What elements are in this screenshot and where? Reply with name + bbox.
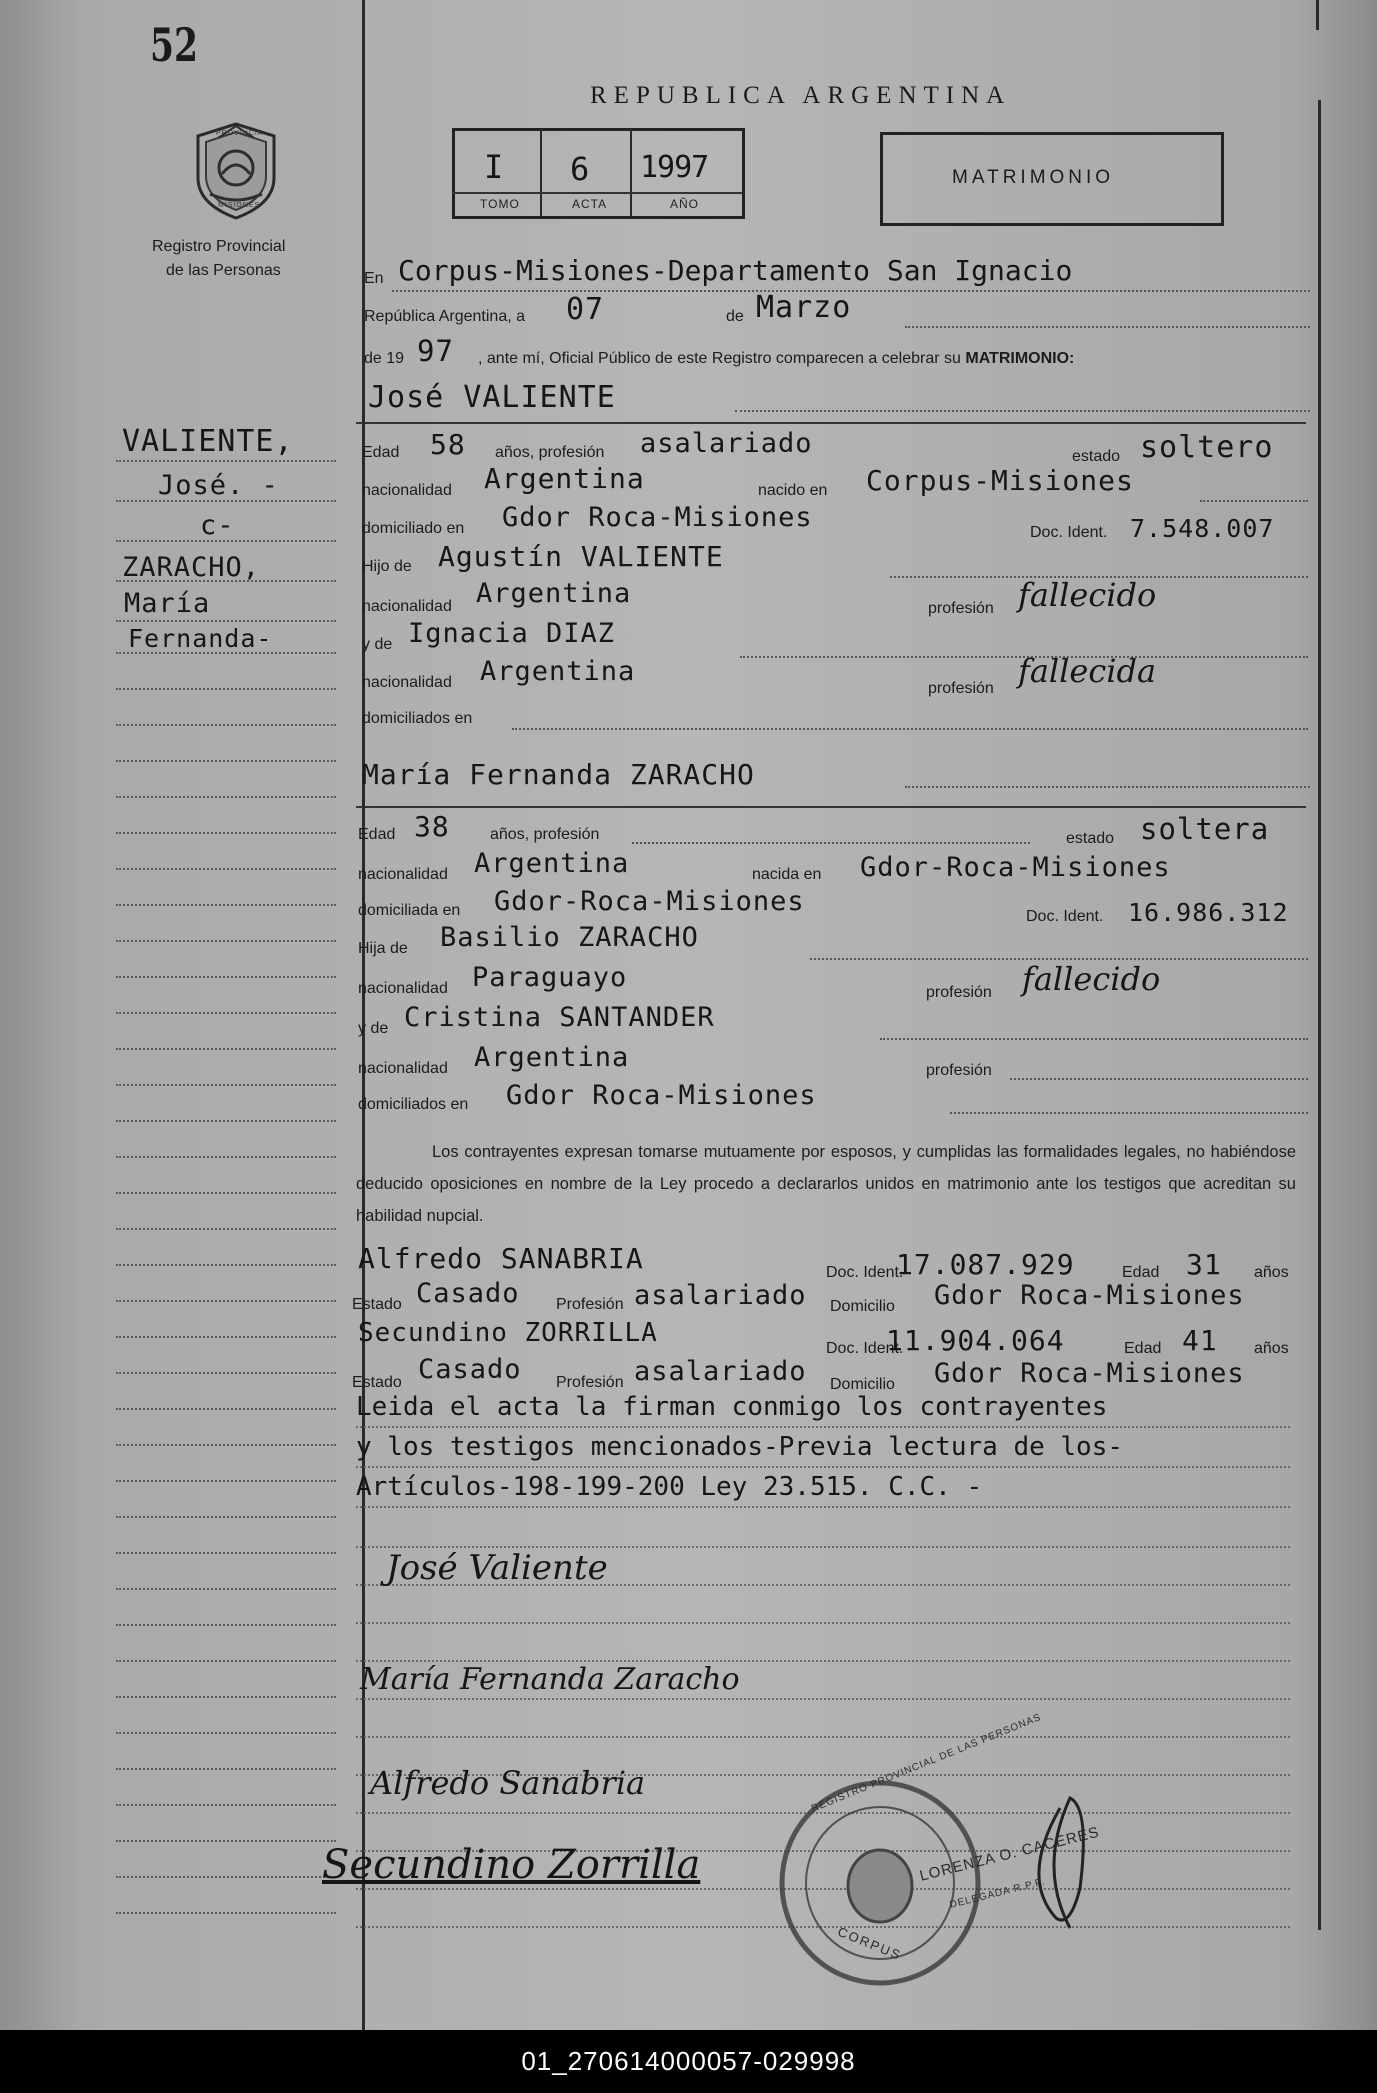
margin-rule (116, 1300, 336, 1302)
groom-father-nationality: Argentina (476, 578, 632, 609)
margin-rule (116, 1408, 336, 1410)
body-rule (356, 1466, 1290, 1468)
closing-line: Artículos-198-199-200 Ley 23.515. C.C. - (356, 1472, 983, 1502)
bride-anos-label: años, profesión (490, 826, 600, 843)
groom-mother-profession: fallecida (1018, 652, 1157, 690)
witness-1-name: Alfredo SANABRIA (358, 1242, 644, 1275)
bride-name: María Fernanda ZARACHO (362, 758, 755, 791)
margin-rule (116, 1732, 336, 1734)
bride-mother-label: y de (358, 1020, 389, 1037)
de19-label: de 19 (364, 350, 405, 367)
margin-rule (116, 1084, 336, 1086)
intro-text-body: , ante mí, Oficial Público de este Registro comparecen a celebrar su (478, 350, 961, 367)
record-table-label-rule (452, 192, 742, 194)
body-rule (356, 1736, 1290, 1738)
groom-parents-dom-label: domiciliados en (362, 710, 473, 727)
margin-rule (116, 1768, 336, 1770)
groom-name: José VALIENTE (368, 380, 616, 415)
margin-note-line: María (124, 588, 211, 619)
year: 97 (417, 334, 454, 368)
groom-edad-label: Edad (362, 444, 400, 461)
groom-birthplace: Corpus-Misiones (866, 464, 1134, 497)
acta-value: 6 (570, 150, 591, 188)
entry-rule (880, 1038, 1308, 1040)
bride-parents-dom-label: domiciliados en (358, 1096, 469, 1113)
margin-rule (116, 1660, 336, 1662)
groom-mother-label: y de (362, 636, 393, 653)
stamp-inner-sub: DELEGADA R.P.P. (948, 1876, 1047, 1911)
groom-mother: Ignacia DIAZ (408, 618, 616, 649)
body-rule (356, 1698, 1290, 1700)
groom-doc-label: Doc. Ident. (1030, 524, 1108, 541)
intro-text (478, 350, 1074, 368)
de-label: de (726, 308, 744, 325)
bride-mother-prof-label: profesión (926, 1062, 992, 1079)
groom-age: 58 (430, 428, 466, 461)
groom-father-prof-label: profesión (928, 600, 994, 617)
bride-doc-label: Doc. Ident. (1026, 908, 1104, 925)
witness-2-name: Secundino ZORRILLA (358, 1318, 658, 1348)
right-edge-rule (1318, 100, 1321, 1930)
margin-note-line: VALIENTE, (122, 424, 294, 459)
witness-1-profession: asalariado (634, 1280, 807, 1311)
groom-father: Agustín VALIENTE (438, 540, 724, 573)
bride-father-nat-label: nacionalidad (358, 980, 448, 997)
margin-rule (116, 1372, 336, 1374)
margin-rule (116, 1156, 336, 1158)
bride-mother: Cristina SANTANDER (404, 1002, 715, 1033)
stamp-outer-text: REGISTRO PROVINCIAL DE LAS PERSONAS (809, 1711, 1043, 1815)
witness-1-estado-label: Estado (352, 1296, 402, 1313)
witness-2-doc: 11.904.064 (886, 1324, 1065, 1357)
bride-parents-domicile: Gdor Roca-Misiones (506, 1080, 817, 1111)
groom-nacido-label: nacido en (758, 482, 828, 499)
groom-doc: 7.548.007 (1130, 514, 1275, 543)
stamp-inner-text: LORENZA O. CACERES (917, 1823, 1102, 1885)
groom-father-nat-label: nacionalidad (362, 598, 452, 615)
margin-rule (116, 724, 336, 726)
body-rule (356, 1426, 1290, 1428)
margin-rule (116, 1192, 336, 1194)
groom-nac-label: nacionalidad (362, 482, 452, 499)
margin-rule (116, 1480, 336, 1482)
left-column-rule (362, 0, 365, 2030)
record-table-divider-1 (540, 128, 542, 216)
signature-groom: José Valiente (386, 1548, 608, 1588)
margin-rule (116, 540, 336, 542)
witness-1-domicile: Gdor Roca-Misiones (934, 1280, 1245, 1311)
margin-rule (116, 904, 336, 906)
bride-age: 38 (414, 810, 450, 843)
bride-father-profession: fallecido (1022, 960, 1161, 998)
signature-witness-2: Secundino Zorrilla (322, 1842, 701, 1888)
witness-1-edad-label: Edad (1122, 1264, 1160, 1281)
margin-rule (116, 976, 336, 978)
margin-note-line: Fernanda- (128, 624, 273, 653)
place: Corpus-Misiones-Departamento San Ignacio (398, 254, 1073, 287)
margin-rule (116, 688, 336, 690)
entry-rule (1200, 500, 1308, 502)
body-rule (356, 1506, 1290, 1508)
margin-note-line: José. - (158, 470, 279, 501)
margin-rule (116, 1912, 336, 1914)
witness-1-age: 31 (1186, 1248, 1222, 1281)
groom-domicile: Gdor Roca-Misiones (502, 502, 813, 533)
groom-dom-label: domiciliado en (362, 520, 465, 537)
witness-1-prof-label: Profesión (556, 1296, 624, 1313)
witness-1-doc-label: Doc. Ident. (826, 1264, 904, 1281)
groom-mother-prof-label: profesión (928, 680, 994, 697)
groom-estado-label: estado (1072, 448, 1121, 465)
section-rule (356, 422, 1306, 424)
bride-edad-label: Edad (358, 826, 396, 843)
entry-rule (1010, 1078, 1308, 1080)
groom-nationality: Argentina (484, 462, 645, 495)
witness-1-doc: 17.087.929 (896, 1248, 1075, 1281)
bride-civil-state: soltera (1140, 812, 1270, 846)
margin-rule (116, 1120, 336, 1122)
bride-domicile: Gdor-Roca-Misiones (494, 886, 805, 917)
country-title: REPUBLICA ARGENTINA (590, 82, 1012, 109)
witness-2-prof-label: Profesión (556, 1374, 624, 1391)
month: Marzo (756, 290, 852, 325)
groom-anos-label: años, profesión (495, 444, 605, 461)
witness-1-dom-label: Domicilio (830, 1298, 895, 1315)
declaration-text: Los contrayentes expresan tomarse mutuamente por esposos, y cumplidas las formalidades legales, no habiéndose deducido oposiciones en nombre de la Ley procedo a declararlos unidos en matrimonio ante los testigos que acreditan su habilidad nupcial. (356, 1143, 1296, 1225)
margin-rule (116, 940, 336, 942)
body-rule (356, 1622, 1290, 1624)
witness-2-doc-label: Doc. Ident. (826, 1340, 904, 1357)
ano-value: 1997 (640, 150, 709, 185)
margin-rule (116, 1624, 336, 1626)
margin-rule (116, 1444, 336, 1446)
margin-rule (116, 1804, 336, 1806)
margin-rule (116, 580, 336, 582)
witness-2-estado-label: Estado (352, 1374, 402, 1391)
act-type-label: MATRIMONIO (952, 167, 1115, 188)
registry-name-line1: Registro Provincial (152, 238, 286, 255)
witness-2-anos-label: años (1254, 1340, 1289, 1357)
witness-2-domicile: Gdor Roca-Misiones (934, 1358, 1245, 1389)
margin-rule (116, 796, 336, 798)
margin-rule (116, 1552, 336, 1554)
margin-rule (116, 1588, 336, 1590)
witness-2-estado: Casado (418, 1354, 522, 1385)
day: 07 (566, 292, 605, 327)
entry-rule (632, 842, 1030, 844)
closing-line: y los testigos mencionados-Previa lectura de los- (356, 1432, 1124, 1462)
margin-rule (116, 1696, 336, 1698)
margin-rule (116, 1228, 336, 1230)
groom-mother-nat-label: nacionalidad (362, 674, 452, 691)
bride-mother-nationality: Argentina (474, 1042, 630, 1073)
witness-2-dom-label: Domicilio (830, 1376, 895, 1393)
groom-profession: asalariado (640, 428, 813, 459)
entry-rule (905, 326, 1310, 328)
entry-rule (950, 1112, 1308, 1114)
tomo-value: I (484, 148, 505, 186)
margin-rule (116, 868, 336, 870)
republica-label: República Argentina, a (364, 308, 525, 325)
seal-top-text: PROVINCIA (216, 130, 264, 137)
bride-father-prof-label: profesión (926, 984, 992, 1001)
closing-line: Leida el acta la firman conmigo los contrayentes (356, 1392, 1108, 1422)
page-number: 52 (150, 18, 199, 72)
margin-rule (116, 1876, 336, 1878)
bride-father-nationality: Paraguayo (472, 962, 628, 993)
entry-rule (512, 728, 1308, 730)
margin-rule (116, 460, 336, 462)
bride-father: Basilio ZARACHO (440, 922, 699, 953)
bride-nacida-label: nacida en (752, 866, 822, 883)
bride-nationality: Argentina (474, 848, 630, 879)
witness-1-estado: Casado (416, 1278, 520, 1309)
witness-2-edad-label: Edad (1124, 1340, 1162, 1357)
margin-rule (116, 1012, 336, 1014)
margin-rule (116, 832, 336, 834)
bride-dom-label: domiciliada en (358, 902, 461, 919)
ano-label: AÑO (670, 197, 700, 211)
margin-rule (116, 1516, 336, 1518)
bride-father-label: Hija de (358, 940, 408, 957)
bride-mother-nat-label: nacionalidad (358, 1060, 448, 1077)
margin-rule (116, 500, 336, 502)
groom-father-label: Hijo de (362, 558, 412, 575)
bride-nac-label: nacionalidad (358, 866, 448, 883)
margin-rule (116, 1336, 336, 1338)
stamp-bottom-text: CORPUS (835, 1923, 904, 1964)
bride-estado-label: estado (1066, 830, 1115, 847)
margin-rule (116, 1264, 336, 1266)
registry-name-line2: de las Personas (166, 262, 281, 279)
intro-text-bold: MATRIMONIO: (965, 350, 1075, 367)
seal-bottom-text: MISIONES (218, 202, 261, 209)
signature-witness-1: Alfredo Sanabria (370, 1764, 646, 1802)
witness-1-anos-label: años (1254, 1264, 1289, 1281)
file-id: 01_270614000057-029998 (0, 2030, 1377, 2093)
margin-rule (116, 620, 336, 622)
entry-rule (735, 410, 1310, 412)
section-rule (356, 806, 1306, 808)
witness-2-age: 41 (1182, 1324, 1218, 1357)
groom-father-profession: fallecido (1018, 576, 1157, 614)
signature-bride: María Fernanda Zaracho (360, 1662, 740, 1697)
margin-rule (116, 760, 336, 762)
tomo-label: TOMO (480, 197, 520, 211)
margin-rule (116, 1048, 336, 1050)
groom-civil-state: soltero (1140, 430, 1274, 465)
margin-rule (116, 652, 336, 654)
record-table-divider-2 (630, 128, 632, 216)
en-label: En (364, 270, 384, 287)
bride-birthplace: Gdor-Roca-Misiones (860, 852, 1171, 883)
entry-rule (905, 786, 1310, 788)
groom-mother-nationality: Argentina (480, 656, 636, 687)
margin-note-line: ZARACHO, (122, 552, 261, 583)
margin-note-line: c- (200, 510, 235, 541)
margin-rule (116, 1840, 336, 1842)
witness-2-profession: asalariado (634, 1356, 807, 1387)
acta-label: ACTA (572, 197, 608, 211)
top-right-mark (1316, 0, 1319, 30)
bride-doc: 16.986.312 (1128, 898, 1289, 927)
